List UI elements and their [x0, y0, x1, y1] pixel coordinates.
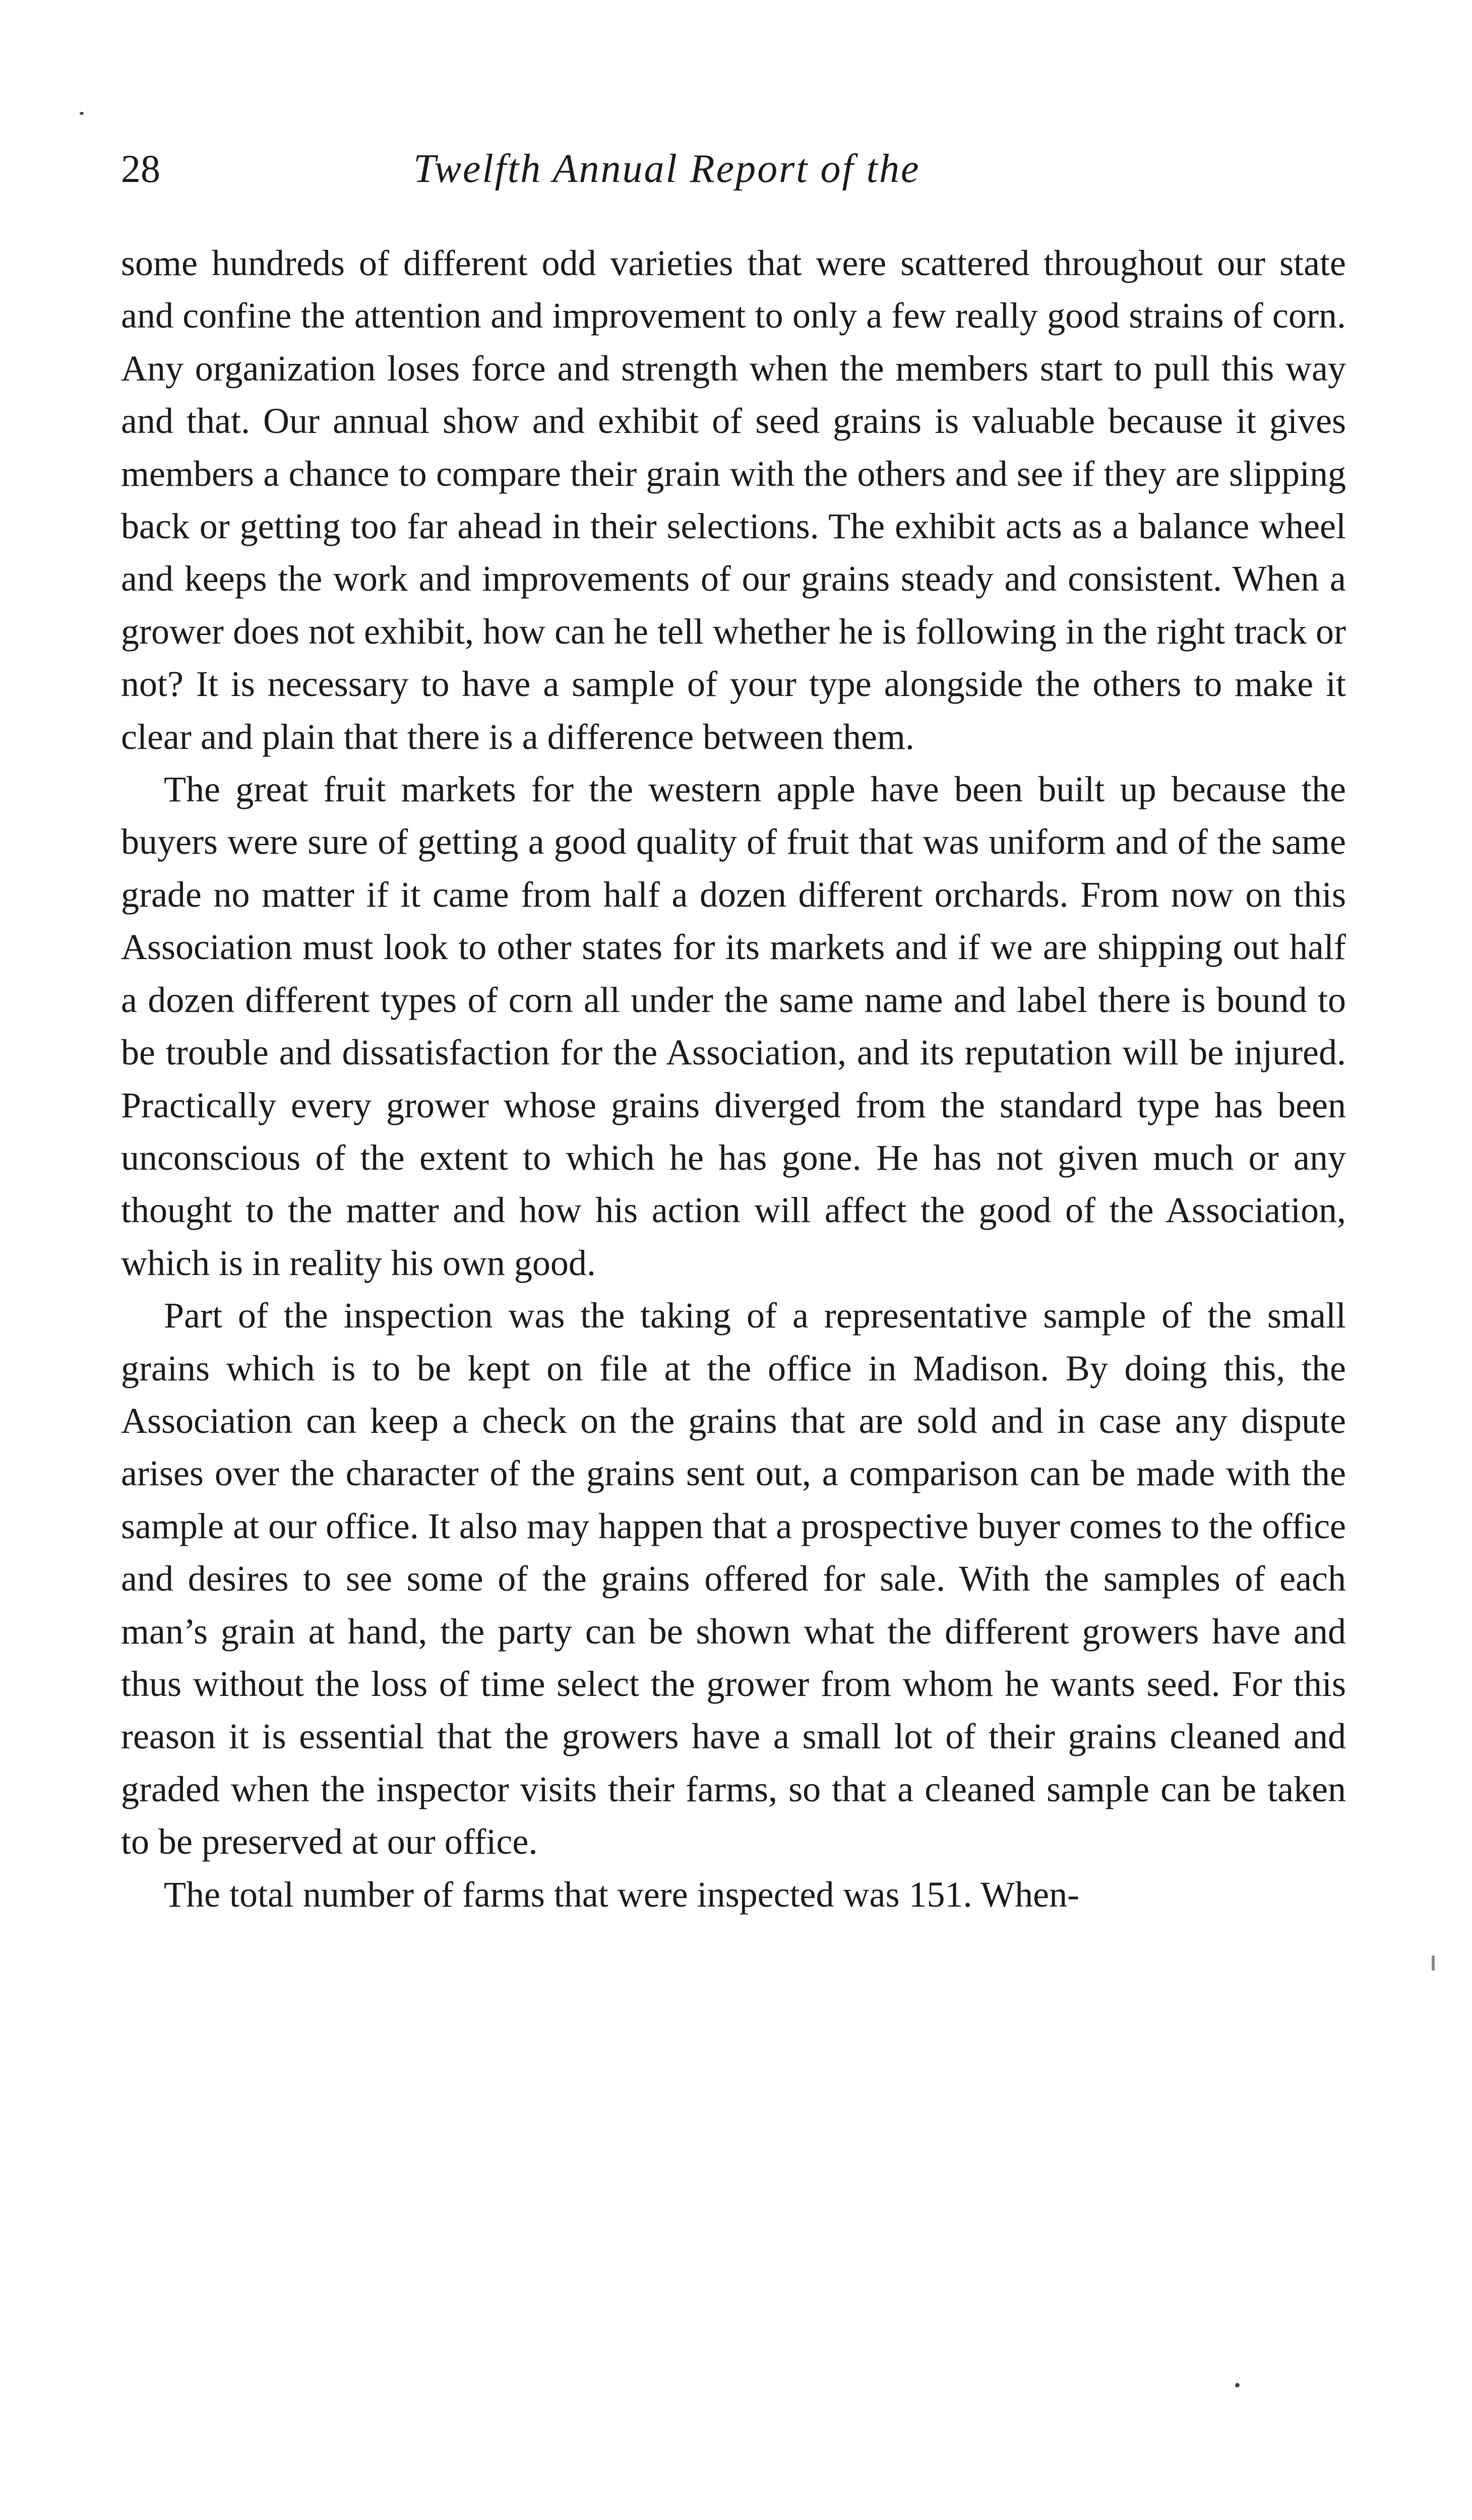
paragraph: Part of the inspection was the taking of a representative sample of the small grains which is to be kept on file at the office in Madison. By doing this, the Association can keep a check on the grains that are sold and in case any dispute arises over the character of the grains sent out, a comparison can be made with the sample at our office. It also may happen that a prospective buyer comes to the office and desires to see some of the grains offered for sale. With the samples of each man’s grain at hand, the party can be shown what the different growers have and thus without the loss of time select the grower from whom he wants seed. For this reason it is essential that the growers have a small lot of their grains cleaned and graded when the inspector visits their farms, so that a cleaned sample can be taken to be preserved at our office.	[121, 1295, 1346, 1862]
body-text	[121, 237, 1346, 1921]
running-head	[121, 144, 1028, 199]
running-title: Twelfth Annual Report of the	[413, 147, 921, 191]
paragraph: The total number of farms that were inspected was 151. When-	[164, 1874, 1080, 1915]
paragraph: some hundreds of different odd varieties that were scattered throughout our state and confine the attention and improvement to only a few really good strains of corn. Any organization loses force and strength when the members start to pull this way and that. Our annual show and exhibit of seed grains is valuable because it gives members a chance to compare their grain with the others and see if they are slipping back or getting too far ahead in their selections. The exhibit acts as a balance wheel and keeps the work and improvements of our grains steady and consistent. When a grower does not exhibit, how can he tell whether he is following in the right track or not? It is necessary to have a sample of your type alongside the others to make it clear and plain that there is a difference between them.	[121, 243, 1346, 757]
scan-speck	[80, 112, 84, 115]
page-number: 28	[121, 147, 160, 191]
scan-speck	[1235, 2383, 1240, 2387]
paragraph: The great fruit markets for the western apple have been built up because the buyers were sure of getting a good quality of fruit that was uniform and of the same grade no matter if it came from half a dozen different orchards. From now on this Association must look to other states for its markets and if we are shipping out half a dozen different types of corn all under the same name and label there is bound to be trouble and dissatisfaction for the Association, and its reputation will be injured. Practically every grower whose grains diverged from the standard type has been unconscious of the extent to which he has gone. He has not given much or any thought to the matter and how his action will affect the good of the Association, which is in reality his own good.	[121, 769, 1346, 1283]
scan-speck	[1432, 1956, 1435, 1971]
